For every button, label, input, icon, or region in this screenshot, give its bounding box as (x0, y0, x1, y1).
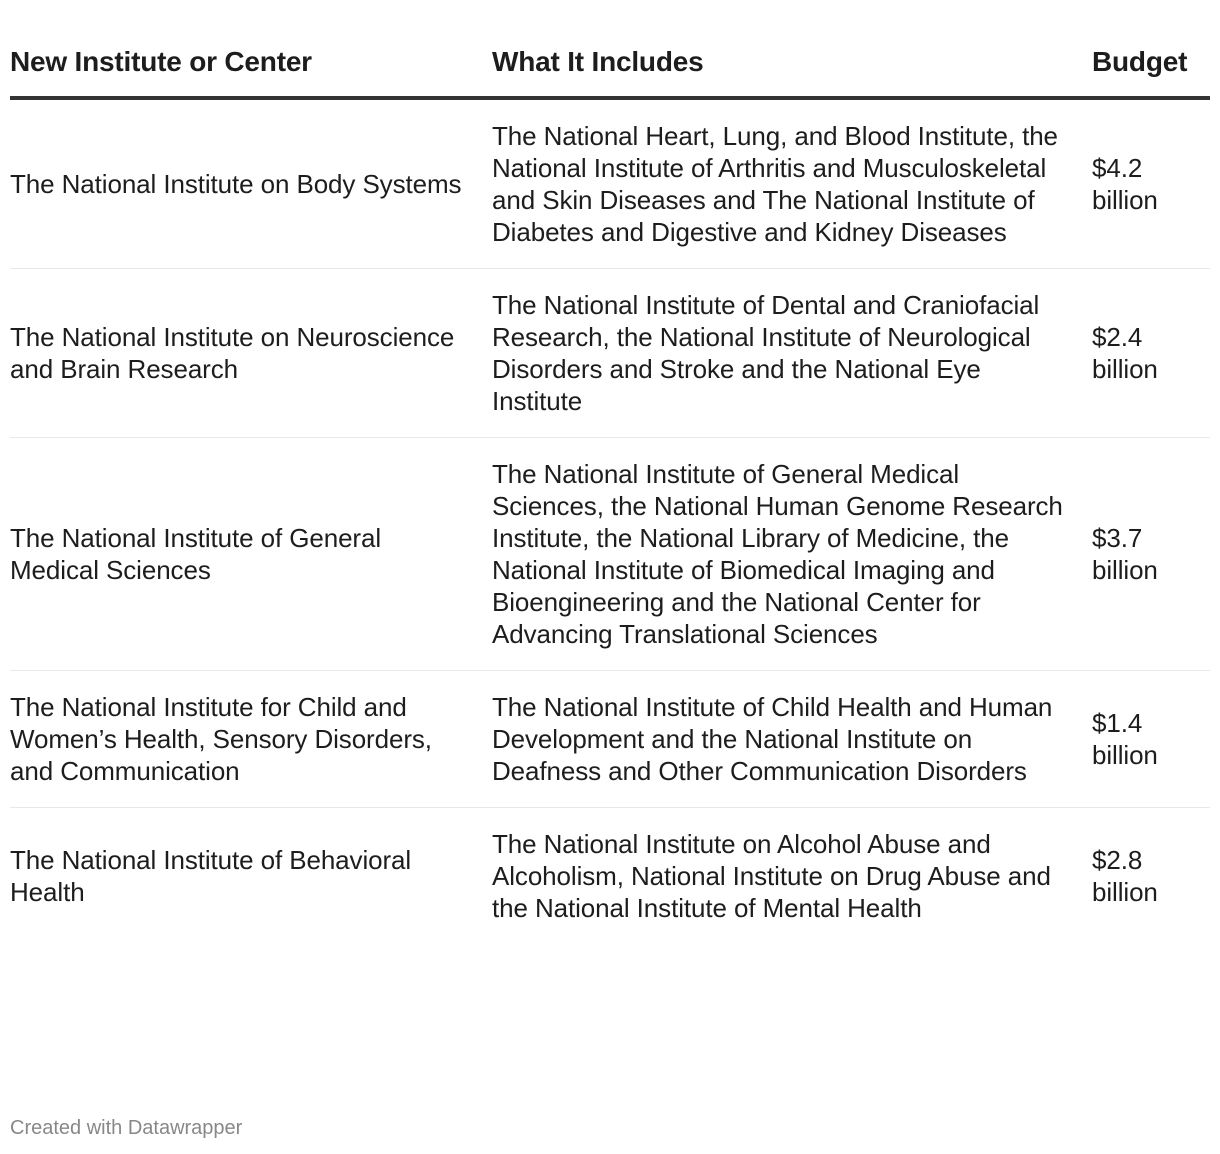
header-institute[interactable]: New Institute or Center (10, 0, 492, 98)
budget-cell: $1.4 billion (1092, 671, 1210, 808)
institute-cell: The National Institute on Neuroscience and Brain Research (10, 269, 492, 438)
datawrapper-credit[interactable]: Created with Datawrapper (10, 1117, 243, 1139)
table-row (10, 808, 1210, 945)
header-row (10, 0, 1210, 98)
table-row (10, 671, 1210, 808)
includes-cell: The National Heart, Lung, and Blood Institute, the National Institute of Arthritis and Musculoskeletal and Skin Diseases and The National Institute of Diabetes and Digestive and Kidney Diseases (492, 98, 1092, 269)
includes-cell: The National Institute of Dental and Craniofacial Research, the National Institute of Neurological Disorders and Stroke and the National Eye Institute (492, 269, 1092, 438)
table-row (10, 438, 1210, 671)
institute-cell: The National Institute on Body Systems (10, 98, 492, 269)
budget-cell: $2.8 billion (1092, 845, 1158, 907)
institute-cell: The National Institute of Behavioral Health (10, 845, 412, 907)
header-budget[interactable]: Budget (1092, 0, 1210, 98)
institute-cell: The National Institute for Child and Women’s Health, Sensory Disorders, and Communication (10, 671, 492, 808)
budget-cell: $3.7 billion (1092, 438, 1210, 671)
institutes-table (10, 0, 1210, 944)
includes-cell: The National Institute on Alcohol Abuse and Alcoholism, National Institute on Drug Abuse and the National Institute of Mental Health (492, 829, 1051, 923)
table-container (10, 0, 1210, 944)
institute-cell: The National Institute of General Medical Sciences (10, 438, 492, 671)
table-row (10, 269, 1210, 438)
includes-cell: The National Institute of Child Health and Human Development and the National Institute on Deafness and Other Communication Disorders (492, 671, 1092, 808)
table-row (10, 98, 1210, 269)
budget-cell: $2.4 billion (1092, 269, 1210, 438)
budget-cell: $4.2 billion (1092, 98, 1210, 269)
header-includes[interactable]: What It Includes (492, 0, 1092, 98)
includes-cell: The National Institute of General Medical Sciences, the National Human Genome Research Institute, the National Library of Medicine, the National Institute of Biomedical Imaging and Bioengineering and the National Center for Advancing Translational Sciences (492, 438, 1092, 671)
